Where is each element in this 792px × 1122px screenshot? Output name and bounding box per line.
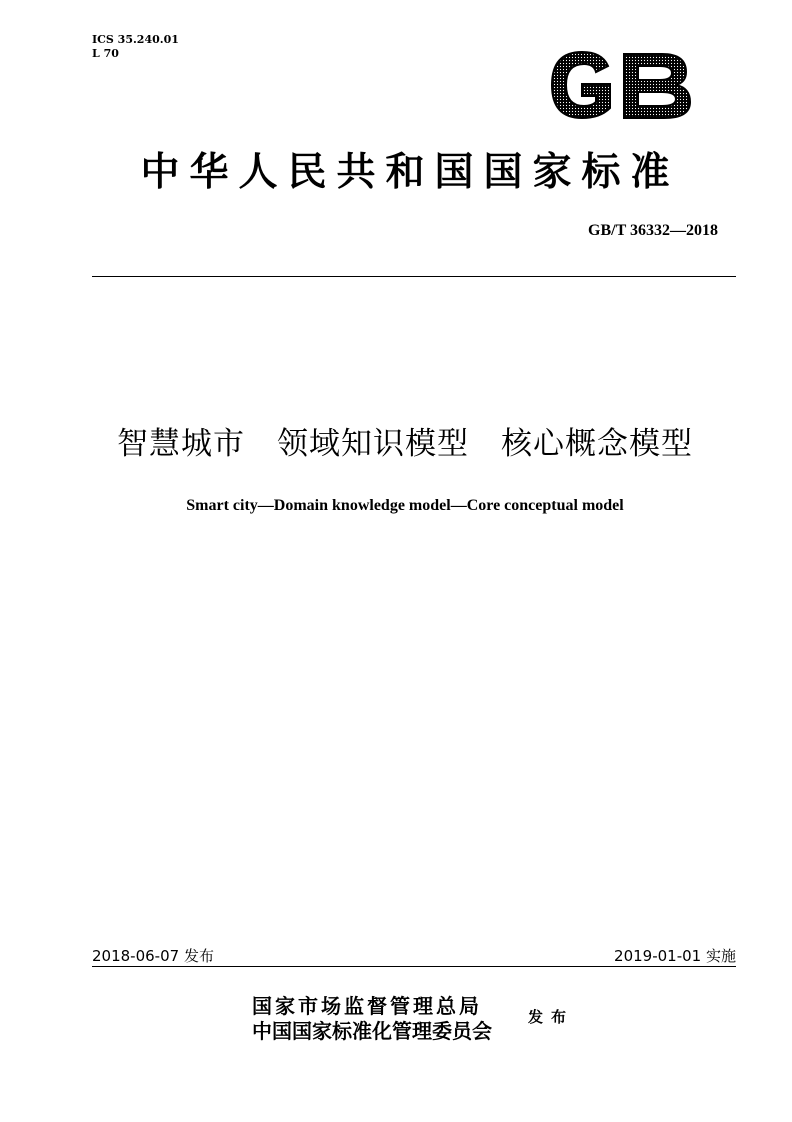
implementation-date: 2019-01-01 实施 (614, 947, 736, 965)
ccs-code: L 70 (92, 47, 119, 60)
standard-code: GB/T 36332—2018 (588, 222, 718, 239)
title-english: Smart city—Domain knowledge model—Core conceptual model (186, 497, 624, 514)
top-divider (92, 276, 736, 277)
bottom-divider (92, 966, 736, 967)
title-chinese: 智慧城市 领域知识模型 核心概念模型 (117, 426, 693, 462)
issuer-line-1: 国家市场监督管理总局 (252, 994, 482, 1018)
logo-text: GB (618, 124, 620, 125)
national-standard-title: 中华人民共和国国家标准 (140, 149, 680, 195)
gb-logo (538, 44, 698, 126)
issue-date: 2018-06-07 发布 (92, 947, 214, 965)
issuer-line-2: 中国国家标准化管理委员会 (252, 1019, 492, 1043)
release-label: 发布 (528, 1008, 575, 1026)
ics-code: ICS 35.240.01 (92, 33, 179, 46)
